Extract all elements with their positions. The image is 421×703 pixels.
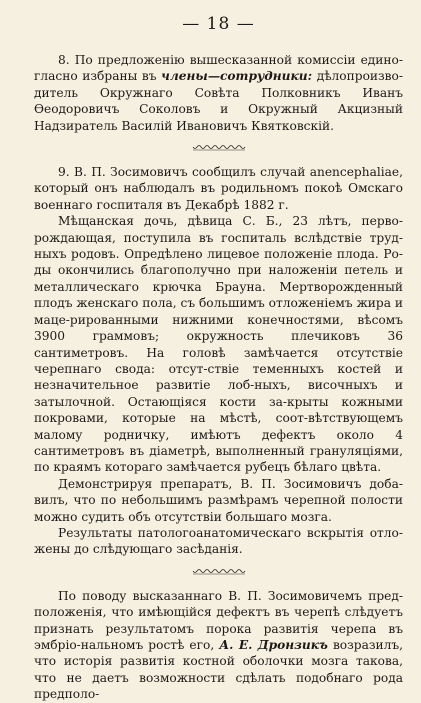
section-9-results: Результаты патологоанатомическаго вскрытія отло-жены до слѣдующаго засѣданія. xyxy=(34,525,403,557)
section-10-paragraph xyxy=(34,588,403,703)
section-9-intro: 9. В. П. Зосимовичъ сообщилъ случай anencephaliae, который онъ наблюдалъ въ родильномъ покоѣ Омскаго военнаго госпиталя въ Декабрѣ 1882 г. xyxy=(34,165,403,212)
section-9-case: Мѣщанская дочь, дѣвица С. Б., 23 лѣтъ, перво-рождающая, поступила въ госпиталь вслѣдствіе труд-ныхъ родовъ. Опредѣлено лицевое положеніе плода. Ро-ды окончились благополучно при наложеніи петель и металлическаго крючка Брауна. Мертворожденный плодъ женскаго пола, съ большимъ отложеніемъ жира и маце-рированными нижними конечностями, вѣсомъ 3900 граммовъ; окружность плечиковъ 36 сантиметровъ. На головѣ замѣчается отсутствіе черепнаго свода: отсут-ствіе теменныхъ костей и незначительное развитіе лоб-ныхъ, височныхъ и затылочной. Остающіяся кости за-крыты кожными покровами, которые на мѣстѣ, соот-вѣтствующемъ малому родничку, имѣютъ дефектъ около 4 сантиметровъ въ діаметрѣ, выполненный грануляціями, по краямъ котораго замѣчается рубецъ бѣлаго цвѣта. xyxy=(34,214,403,475)
page-number: — 18 — xyxy=(182,14,255,34)
section-8-prefix: 8. По предложенію вышесказанной комиссіи едино-гласно избраны въ xyxy=(34,53,403,84)
ornament-divider xyxy=(191,144,247,152)
section-8-paragraph xyxy=(34,52,403,134)
section-10-rest: возразилъ, что исторія развитія костной оболочки мозга такова, что не даетъ возможности сдѣлать подобнаго рода предполо- xyxy=(34,638,404,702)
section-8-rest: дѣлопроизво-дитель Окружнаго Совѣта Полковникъ Иванъ Ѳеодоровичъ Соколовъ и Окружный Акцизный Надзиратель Василій Ивановичъ Квятковскій. xyxy=(34,69,403,133)
ornament-divider-2 xyxy=(191,568,247,576)
section-10-emphasis: А. Е. Дронзикъ xyxy=(219,638,328,652)
section-10-prefix: По поводу высказаннаго В. П. Зосимовичемъ пред-положенія, что имѣющійся дефектъ въ черепѣ слѣдуетъ признать результатомъ порока развитія черепа въ эмбріо-нальномъ ростѣ его, xyxy=(34,588,403,652)
section-9-demonstration: Демонстрируя препаратъ, В. П. Зосимовичъ доба-вилъ, что по небольшимъ размѣрамъ черепной полости можно судить объ отсутствіи большаго мозга. xyxy=(34,476,403,524)
section-8-emphasis: члены—сотрудники: xyxy=(161,69,313,84)
